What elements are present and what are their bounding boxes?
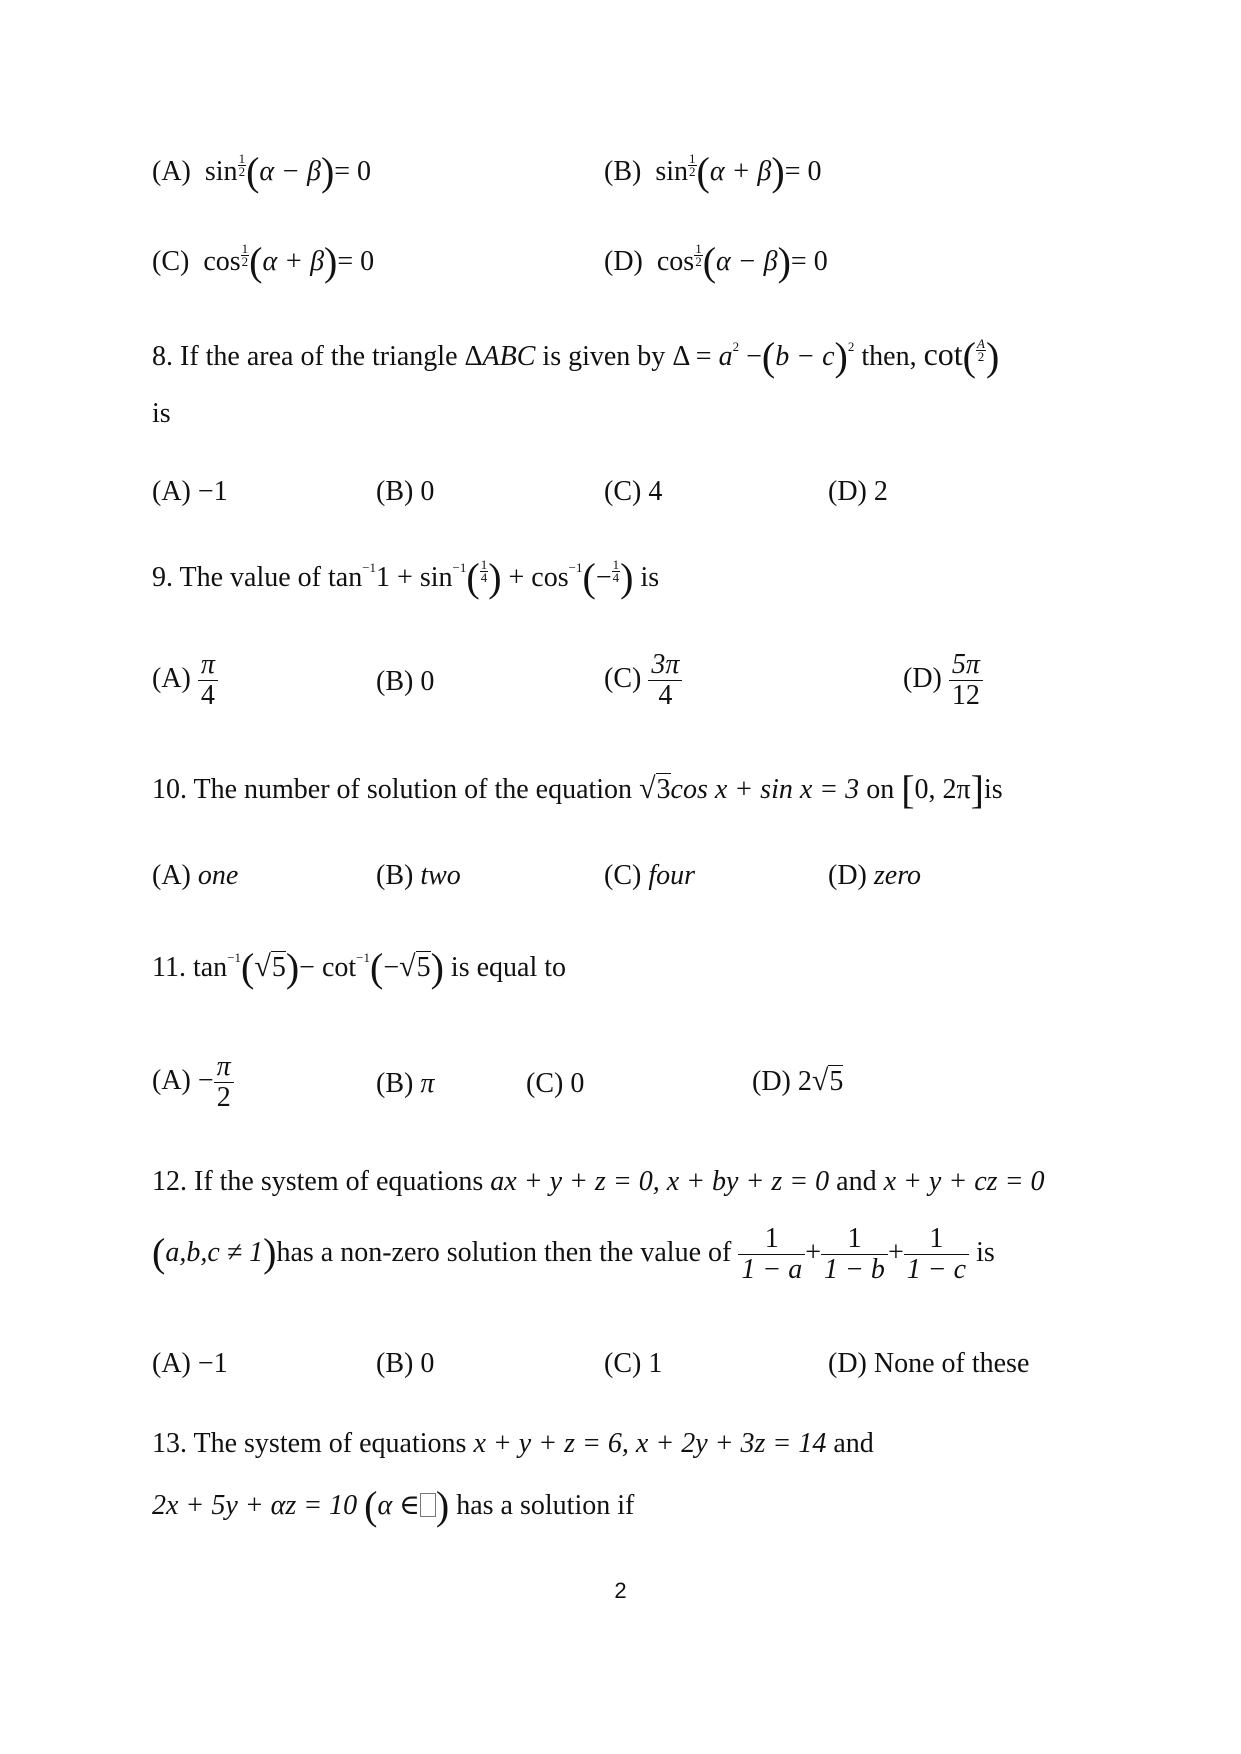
q8-option-b: (B) 0 [376,476,435,507]
q8-option-a: (A) −1 [152,476,228,507]
question-12-text: 12. If the system of equations ax + y + z = 0, x + by + z = 0 and x + y + cz = 0 [152,1166,1045,1197]
missing-glyph-box [420,1493,436,1517]
question-13-text: 13. The system of equations x + y + z = 6, x + 2y + 3z = 14 and [152,1428,874,1459]
q12-option-c: (C) 1 [604,1348,663,1379]
q10-option-a: (A) one [152,860,239,891]
q9-option-b: (B) 0 [376,666,435,697]
q7-option-d: (D) cos $\frac{1}{2}$ (α − β)= 0 [604,239,828,284]
question-12-text-cont: (a,b,c ≠ 1)has a non-zero solution then the value of $\frac{1}{1 - a}$ + $\frac{1}{1 - b}$ + $\frac{1}{1 - c}$ is [152,1223,995,1285]
question-8-text: 8. If the area of the triangle ΔABC is given by $\Delta = a^2 -(b - c)^2$ then, cot( $\frac{A}{2}$ ) [152,334,1000,379]
q8-option-d: (D) 2 [828,476,888,507]
q8-option-c: (C) 4 [604,476,663,507]
question-13-text-cont: 2x + 5y + αz = 10 (α ∈ ) has a solution if [152,1483,635,1528]
q12-option-d: (D) None of these [828,1348,1030,1379]
q11-option-a: (A) − $\frac{\pi}{2}$ [152,1052,234,1113]
question-11-text: 11. $\tan^{-1}(√5)- \cot^{-1}(-√5)$ is equal to [152,945,567,990]
q11-option-b: (B) π [376,1068,435,1099]
q10-option-b: (B) two [376,860,461,891]
q9-option-d: (D) $\frac{5\pi}{12}$ [903,650,983,711]
q9-option-c: (C) $\frac{3\pi}{4}$ [604,650,682,711]
q7-option-c: (C) cos $\frac{1}{2}$ (α + β)= 0 [152,239,375,284]
question-8-text-cont: is [152,398,171,429]
q12-option-b: (B) 0 [376,1348,435,1379]
q12-option-a: (A) −1 [152,1348,228,1379]
q10-option-c: (C) four [604,860,696,891]
question-9-text: 9. The value of $\tan^{-1}1 + \sin^{-1}$( $\frac{1}{4}$ ) + $\cos^{-1}(-$ $\frac{1}{4}$ ) is [152,555,660,600]
q7-option-a: (A) sin $\frac{1}{2}$ (α − β)= 0 [152,149,372,194]
question-10-text: 10. The number of solution of the equation √3cos x + sin x = 3 on [0, 2π]is [152,767,1003,812]
q7-option-b: (B) sin $\frac{1}{2}$ (α + β)= 0 [604,149,822,194]
q11-option-c: (C) 0 [526,1068,585,1099]
q9-option-a: (A) $\frac{\pi}{4}$ [152,650,218,711]
page-number: 2 [614,1578,627,1603]
q10-option-d: (D) zero [828,860,922,891]
q11-option-d: (D) 2√5 [752,1064,844,1097]
